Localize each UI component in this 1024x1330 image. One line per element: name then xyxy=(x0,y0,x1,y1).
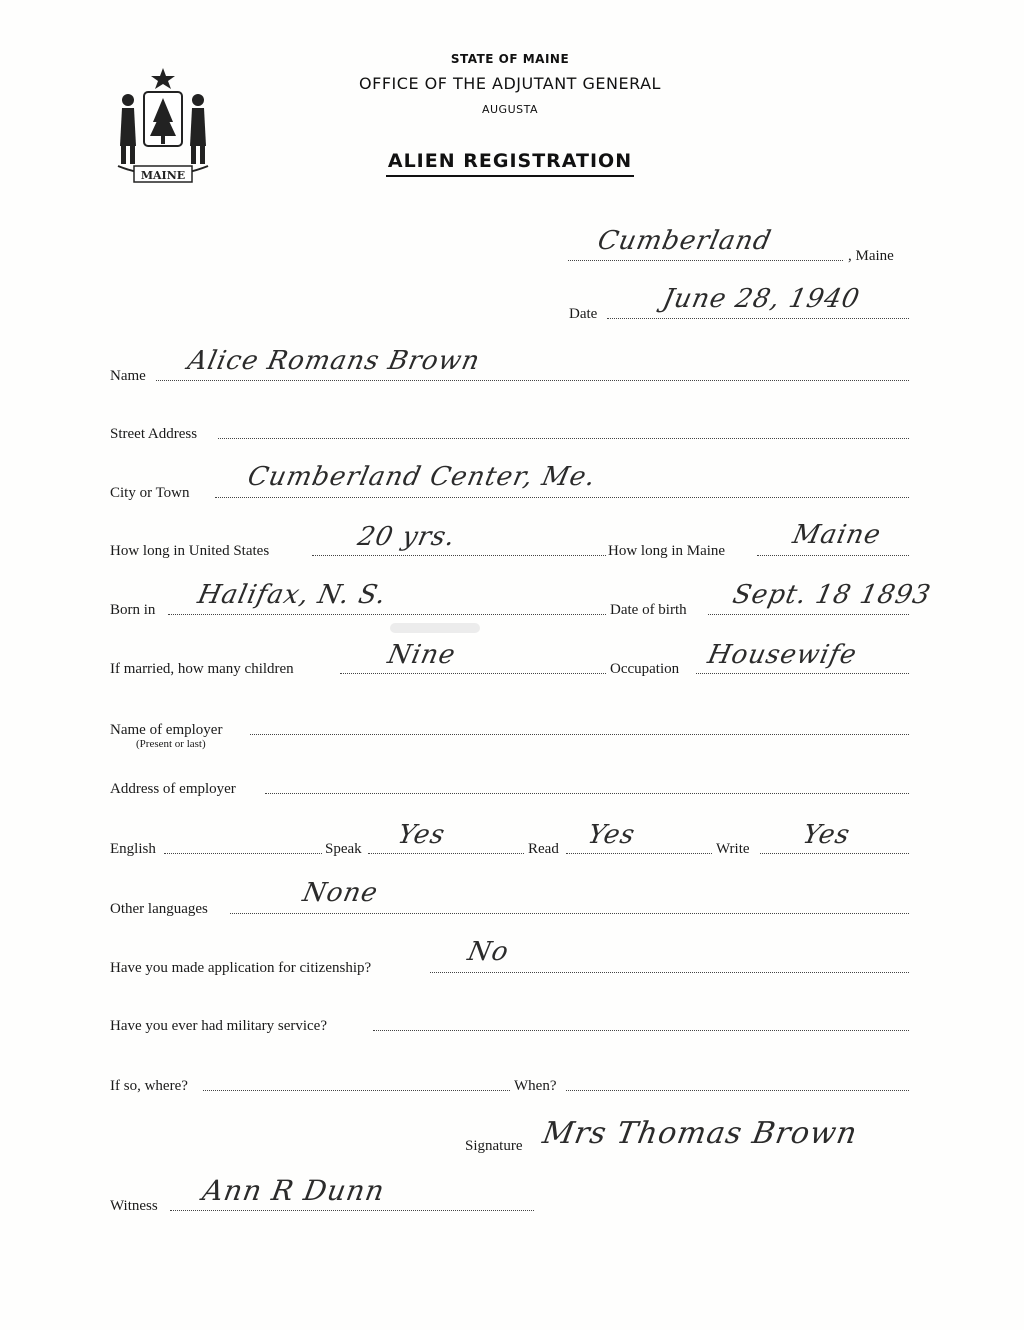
write-line xyxy=(760,853,909,854)
other-languages-line xyxy=(230,913,909,914)
write-entry: Yes xyxy=(800,820,854,850)
state-seal-icon xyxy=(112,66,214,186)
employer-line xyxy=(250,734,909,735)
when-label: When? xyxy=(514,1078,557,1094)
dob-entry: Sept. 18 1893 xyxy=(730,580,934,610)
citizenship-label: Have you made application for citizenship? xyxy=(110,960,372,976)
born-in-line xyxy=(168,614,606,615)
children-label: If married, how many children xyxy=(110,661,294,677)
children-line xyxy=(340,673,606,674)
read-line xyxy=(566,853,712,854)
header-state: STATE OF MAINE xyxy=(450,52,570,66)
where-line xyxy=(203,1090,510,1091)
date-label: Date xyxy=(569,306,598,322)
date-entry: June 28, 1940 xyxy=(660,284,863,314)
how-long-us-line xyxy=(312,555,606,556)
write-label: Write xyxy=(716,841,750,857)
place-suffix: , Maine xyxy=(848,248,894,264)
english-label: English xyxy=(110,841,156,857)
form-title: ALIEN REGISTRATION xyxy=(300,150,720,172)
english-line xyxy=(164,853,322,854)
children-entry: Nine xyxy=(385,640,459,670)
speak-line xyxy=(368,853,524,854)
read-label: Read xyxy=(528,841,559,857)
place-line xyxy=(568,260,843,261)
how-long-maine-label: How long in Maine xyxy=(608,543,726,559)
signature-label: Signature xyxy=(465,1138,523,1154)
signature-entry: Mrs Thomas Brown xyxy=(540,1116,861,1151)
smudge-mark xyxy=(390,623,480,633)
employer-address-label: Address of employer xyxy=(110,781,236,797)
place-entry: Cumberland xyxy=(595,226,775,256)
city-label: City or Town xyxy=(110,485,190,501)
when-line xyxy=(566,1090,909,1091)
witness-label: Witness xyxy=(110,1198,158,1214)
city-line xyxy=(215,497,909,498)
citizenship-entry: No xyxy=(465,937,512,967)
city-entry: Cumberland Center, Me. xyxy=(245,462,599,492)
dob-line xyxy=(708,614,909,615)
witness-line xyxy=(170,1210,534,1211)
occupation-line xyxy=(696,673,909,674)
military-label: Have you ever had military service? xyxy=(110,1018,327,1034)
header-office: OFFICE OF THE ADJUTANT GENERAL xyxy=(359,74,661,93)
employer-label: Name of employer xyxy=(110,722,223,738)
employer-sub-label: (Present or last) xyxy=(136,738,206,750)
how-long-us-label: How long in United States xyxy=(110,543,270,559)
born-in-entry: Halifax, N. S. xyxy=(195,580,390,610)
occupation-label: Occupation xyxy=(610,661,680,677)
street-label: Street Address xyxy=(110,426,198,442)
how-long-maine-line xyxy=(757,555,909,556)
name-line xyxy=(156,380,909,381)
how-long-us-entry: 20 yrs. xyxy=(355,522,459,552)
speak-entry: Yes xyxy=(395,820,449,850)
read-entry: Yes xyxy=(585,820,639,850)
street-line xyxy=(218,438,909,439)
citizenship-line xyxy=(430,972,909,973)
other-languages-entry: None xyxy=(300,878,381,908)
speak-label: Speak xyxy=(325,841,362,857)
name-entry: Alice Romans Brown xyxy=(185,346,483,376)
dob-label: Date of birth xyxy=(610,602,687,618)
witness-entry: Ann R Dunn xyxy=(200,1174,388,1207)
svg-text:MAINE: MAINE xyxy=(140,169,186,182)
name-label: Name xyxy=(110,368,146,384)
other-languages-label: Other languages xyxy=(110,901,208,917)
how-long-maine-entry: Maine xyxy=(790,520,884,550)
employer-address-line xyxy=(265,793,909,794)
header-city: AUGUSTA xyxy=(481,103,539,116)
born-in-label: Born in xyxy=(110,602,156,618)
occupation-entry: Housewife xyxy=(705,640,860,670)
where-label: If so, where? xyxy=(110,1078,188,1094)
military-line xyxy=(373,1030,909,1031)
date-line xyxy=(607,318,909,319)
